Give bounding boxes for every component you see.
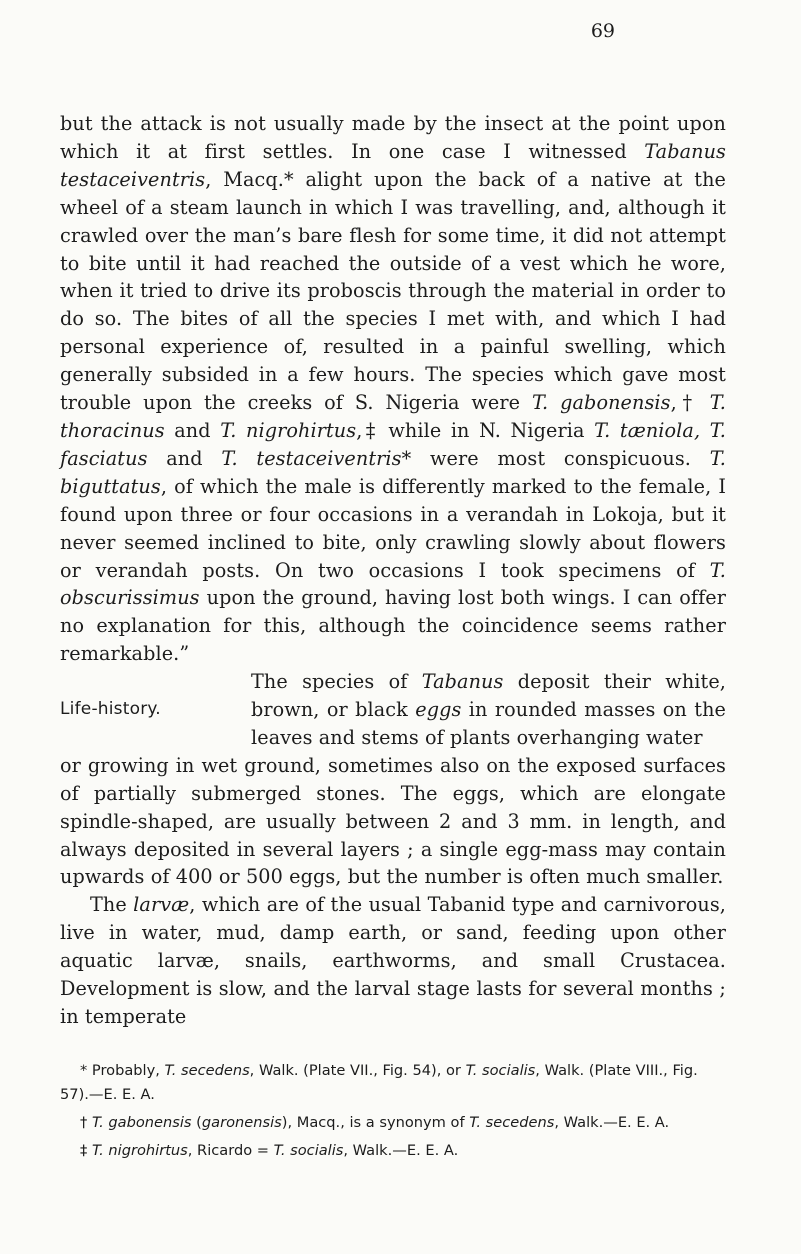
species-name: T. gabonensis xyxy=(531,391,671,415)
text-run: but the attack is not usually made by the insect at the point upon which it at first settles. In one case I witnessed xyxy=(60,112,726,163)
species-name: T. testaceiventris xyxy=(221,446,402,470)
text-run: The species of xyxy=(251,670,422,694)
footnote-double-dagger xyxy=(60,1139,726,1163)
term: larvæ xyxy=(133,893,190,917)
text-run: and xyxy=(164,418,221,442)
text-run: in rounded masses on the leaves and stems of plants overhanging water xyxy=(251,698,726,749)
text-run: * Probably, xyxy=(80,1062,165,1079)
text-run: , which are of the usual Tabanid type and carnivorous, live in water, mud, damp earth, or sand, feeding upon other aquatic larvæ, snails, earthworms, and small Crustacea. Development is slow, and the larval stage lasts for several months ; in temperate xyxy=(60,893,726,1028)
text-run: ), Macq., is a synonym of xyxy=(281,1114,470,1131)
text-run: , Walk.—E. E. A. xyxy=(343,1142,459,1159)
paragraph-eggs: or growing in wet ground, sometimes also on the exposed surfaces of partially submerged stones. The eggs, which are elongate spindle-shaped, are usually between 2 and 3 mm. in length, and always deposited in several layers ; a single egg-mass may contain upwards of 400 or 500 eggs, but the number is often much smaller. xyxy=(60,753,726,889)
text-run: , Ricardo = xyxy=(187,1142,274,1159)
life-history-section xyxy=(60,668,726,752)
text-run: upon the ground, having lost both wings. I can offer no explanation for this, although the coincidence seems rather remarkable.” xyxy=(60,586,726,666)
species-name: T. socialis xyxy=(273,1142,344,1159)
footnote-asterisk xyxy=(60,1059,726,1107)
species-name: T. socialis xyxy=(465,1062,536,1079)
page-number: 69 xyxy=(590,20,615,42)
side-heading: Life-history. xyxy=(60,699,161,720)
species-name: T. thoracinus xyxy=(60,391,726,442)
text-run: , Macq.* alight upon the back of a native at the wheel of a steam launch in which I was travelling, and, although it crawled over the man’s bare flesh for some time, it did not attempt to bite until it had reached the outside of a vest which he wore, when it tried to drive its proboscis through the material in order to do so. The bites of all the species I met with, and which I had personal experience of, resulted in a painful swelling, which generally subsided in a few hours. The species which gave most trouble upon the creeks of S. Nigeria were xyxy=(60,167,726,415)
text-run: ,‡ while in N. Nigeria xyxy=(356,418,595,442)
text-run: , Walk. (Plate VIII., Fig. 57).—E. E. A. xyxy=(60,1062,698,1103)
species-name: T. biguttatus xyxy=(60,446,726,498)
text-run: * were most conspicuous. xyxy=(401,446,710,470)
text-run: ‡ xyxy=(80,1142,92,1159)
paragraph-attack xyxy=(60,110,726,668)
species-name: Tabanus testaceiventris xyxy=(60,139,726,191)
text-run: , Walk.—E. E. A. xyxy=(554,1114,670,1131)
genus-name: Tabanus xyxy=(421,670,504,694)
species-name: garonensis xyxy=(201,1114,282,1131)
footnotes xyxy=(60,1059,726,1163)
text-run: , of which the male is differently marked to the female, I found upon three or four occasions in a verandah in Lokoja, but it never seemed inclined to bite, only crawling slowly about flowers or verandah posts. On two occasions I took specimens of xyxy=(60,474,726,582)
species-name: T. obscurissimus xyxy=(60,558,726,610)
species-name: T. tæniola, T. fasciatus xyxy=(60,418,726,470)
species-name: T. gabonensis xyxy=(91,1114,192,1131)
text-run: and xyxy=(147,446,222,470)
species-name: T. secedens xyxy=(469,1114,555,1131)
text-run: † xyxy=(80,1114,92,1131)
text-run: The xyxy=(90,893,134,917)
text-run: ( xyxy=(191,1114,202,1131)
species-name: T. nigrohirtus xyxy=(91,1142,188,1159)
term: eggs xyxy=(415,698,462,722)
species-name: T. nigrohirtus xyxy=(220,418,357,442)
text-run: ,† xyxy=(670,391,710,415)
text-run: deposit their white, brown, or black xyxy=(251,670,726,722)
footnote-dagger xyxy=(60,1111,726,1135)
text-run: , Walk. (Plate VII., Fig. 54), or xyxy=(249,1062,466,1079)
paragraph-larvae xyxy=(60,891,726,1031)
body-text xyxy=(60,110,726,1031)
species-name: T. secedens xyxy=(164,1062,250,1079)
paragraph-eggs-intro xyxy=(251,668,726,752)
